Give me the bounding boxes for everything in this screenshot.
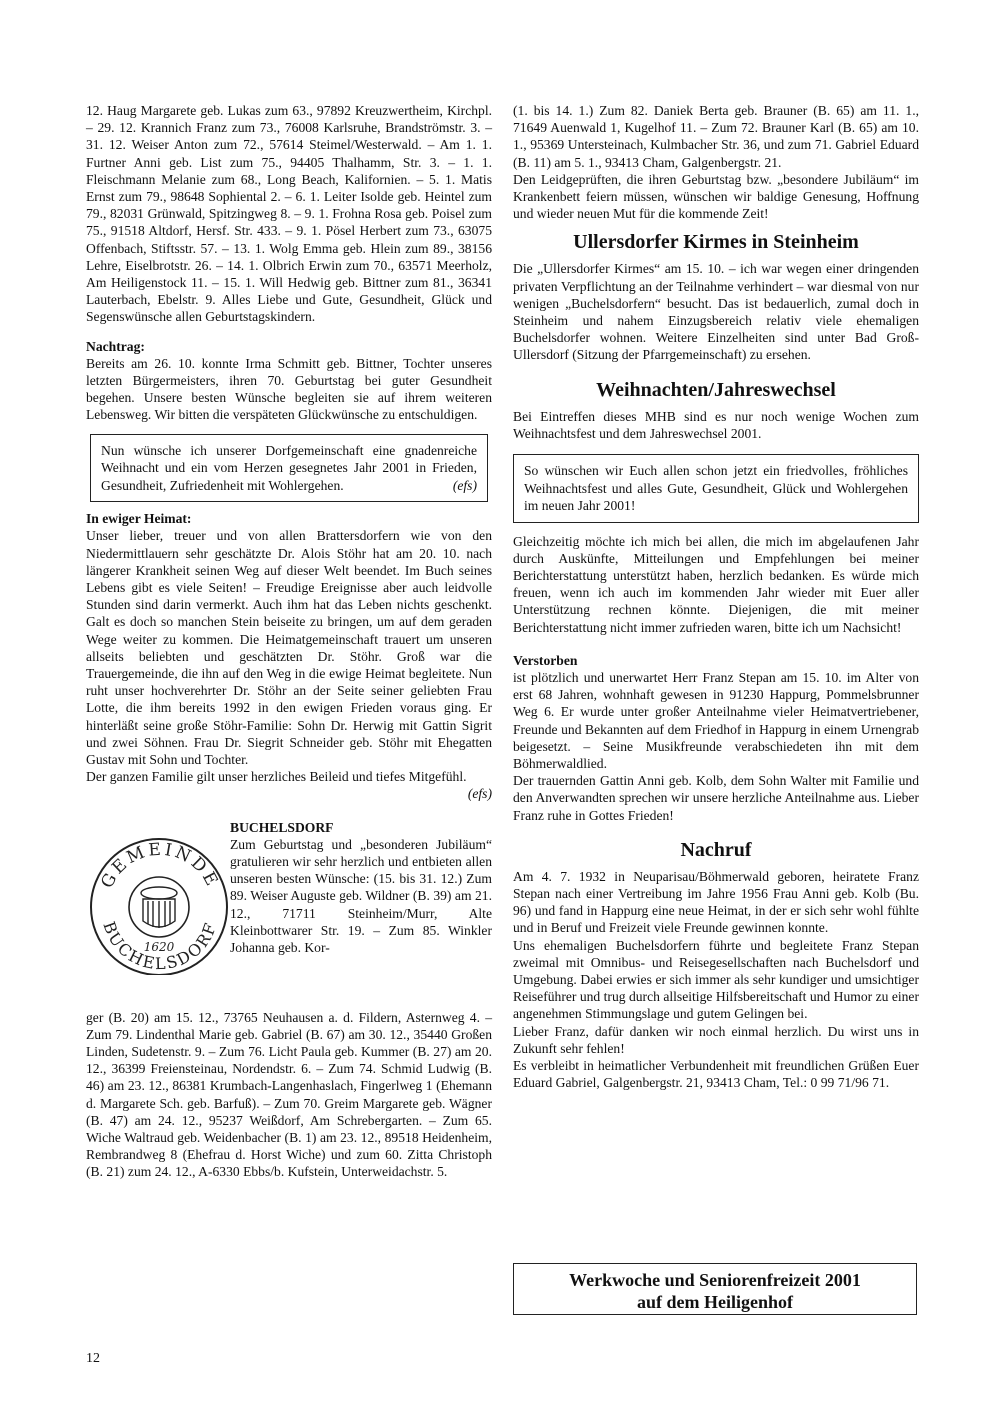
heimat-signature: (efs) [467, 786, 492, 802]
nachruf-text: Am 4. 7. 1932 in Neuparisau/Böhmerwald geboren, heiratete Franz Stepan nach einer Vertreibung im Jahre 1956 Frau Anni geb. Kolb (Bu. 96) und fand in Happurg eine neue Heimat, in der er sich sehr wohl fühlte und in Beruf und Freizeit viele Freunde gewinnen konnte. [513, 868, 919, 936]
werkwoche-box [513, 1263, 917, 1315]
verstorben-heading: Verstorben [513, 652, 578, 668]
kirmes-heading: Ullersdorfer Kirmes in Steinheim [573, 231, 859, 254]
page-number: 12 [86, 1351, 100, 1366]
christmas-wish-signature: (efs) [452, 477, 477, 493]
heimat-closing: Der ganzen Familie gilt unser herzliches Beileid und tiefes Mitgefühl. [86, 769, 467, 785]
verstorben-text: ist plötzlich und unerwartet Herr Franz Stepan am 15. 10. im Alter von erst 68 Jahren, wohnhaft gewesen in 91230 Happurg, Pommelsbrunner Weg 6. Er wurde unter großer Anteilnahme vieler Heimatvertriebener, Freunde und Bekannten auf dem Friedhof in Happurg in einem Urnengrab beigesetzt. – Seine Musikfreunde verabschiedeten ihn mit dem Böhmerwaldlied. [513, 669, 919, 771]
werkwoche-line-1: Werkwoche und Seniorenfreizeit 2001 [569, 1270, 861, 1290]
verstorben-text-2: Der trauernden Gattin Anni geb. Kolb, dem Sohn Walter mit Familie und den Anverwandten sprechen wir unsere herzliche Anteilnahme aus. Lieber Franz ruhe in Gottes Frieden! [513, 773, 919, 823]
nachruf-heading: Nachruf [680, 838, 752, 861]
heimat-text: Unser lieber, treuer und von allen Brattersdorfern wie von den Niedermittlauern sehr geschätzte Dr. Alois Stöhr hat am 20. 10. nach längerer Krankheit seinen Weg auf dieser Welt beendet. Im Buch seines Lebens gibt es viele Seiten! – Freudige Ereignisse aber auch leidvolle Stunden sind darin vermerkt. Auch ihm hat das Leben nichts geschenkt. Galt es doch so manchen Stein beiseite zu bringen, um auf dem geraden Wege weiter zu kommen. Die Heimatgemeinschaft trauert um unseren allseits beliebten und geschätzten Dr. Stöhr. Groß war die Trauergemeinde, die ihn auf den Weg in die ewige Heimat begleitete. Nun ruht unser hochverehrter Dr. Stöhr an der Seite seiner geliebten Frau Lotte, die ihm bereits 1992 in den ewigen Frieden voraus ging. Er hinterläßt seine große Stöhr-Familie: Sohn Dr. Herwig mit Gattin Sigrit und zwei Söhnen. Frau Dr. Siegrit Schneider geb. Stöhr mit Ehegatten Gustav mit Sohn und Tochter. [86, 528, 492, 767]
buchelsdorf-text-continued: ger (B. 20) am 15. 12., 73765 Neuhausen a. d. Fildern, Asternweg 4. – Zum 79. Lindenthal Marie geb. Gabriel (B. 67) am 30. 12., 35440 Großen Linden, Sudetenstr. 9. – Zum 76. Licht Paula geb. Kummer (B. 27) am 20. 12., 36399 Freiensteinau, Nordendstr. 6. – Zum 74. Schmid Ludwig (B. 46) am 23. 12., 86381 Krumbach-Langenhaslach, Fingerlweg 1 (Ehemann d. Margarete Sch. geb. Barfuß). – Zum 70. Greim Margarete geb. Wägner (B. 47) am 24. 12., 95237 Weißdorf, Am Schrebergarten. – Zum 65. Wiche Waltraud geb. Weidenbacher (B. 1) am 23. 12., 89518 Heidenheim, Rembrandweg 8 (Ehefrau d. Horst Wiche) und zum 60. Zitta Christoph (B. 21) zum 24. 12., A-6330 Ebbs/b. Kufstein, Unterweidachstr. 5. [86, 1009, 492, 1180]
buchelsdorf-title: BUCHELSDORF [230, 819, 334, 835]
kirmes-text: Die „Ullersdorfer Kirmes“ am 15. 10. – ich war wegen einer dringenden privaten Verpflichtung an der Teilnahme verhindert – war diesmal von nur wenigen „Buchelsdorfern“ besucht. Das ist bedauerlich, zumal doch in Steinheim und nahem Einzugsbereich relativ viele ehemaligen Buchelsdorfer wohnen. Weitere Einzelheiten sind unter Bad Groß-Ullersdorf (Sitzung der Pfarrgemeinschaft) zu ersehen. [513, 261, 919, 363]
weihnachten-heading: Weihnachten/Jahreswechsel [596, 378, 836, 401]
buchelsdorf-section [86, 819, 492, 1009]
right-birthday-list: (1. bis 14. 1.) Zum 82. Daniek Berta geb. Brauner (B. 65) am 11. 1., 71649 Auenwald 1, Kugelhof 11. – Zum 72. Brauner Karl (B. 65) am 10. 1., 95369 Untersteinach, Kulmbacher Str. 36, und zum 71. Gabriel Eduard (B. 11) am 5. 1., 93413 Cham, Galgenbergstr. 21. [513, 103, 919, 170]
seal-year: 1620 [143, 939, 175, 954]
buchelsdorf-text: Zum Geburtstag und „besonderen Jubiläum“ gratulieren wir sehr herzlich und entbieten allen unseren besten Wünsche: (15. bis 31. 12.) Zum 89. Weiser Auguste geb. Wildner (B. 39) am 21. 12., 71711 Steinheim/Murr, Alte Kleinbottwarer Str. 19. – Zum 85. Winkler Johanna geb. Kor- [230, 836, 492, 956]
leidgepruefte-text: Den Leidgeprüften, die ihren Geburtstag bzw. „besondere Jubiläum“ im Krankenbett feiern müssen, wünschen wir baldige Genesung, Hoffnung und wieder neuen Mut für die kommende Zeit! [513, 171, 919, 222]
weihnachten-box [513, 454, 919, 523]
birthday-list: 12. Haug Margarete geb. Lukas zum 63., 97892 Kreuzwertheim, Kirchpl. – 29. 12. Krannich Franz zum 73., 76008 Karlsruhe, Brandströmstr. 3. – 31. 12. Weiser Anton zum 72., 57614 Steimel/Westerwald. – Am 1. 1. Furtner Anni geb. List zum 75., 94405 Thalhamm, Str. 3. – 1. 1. Fleischmann Melanie zum 68., Long Beach, Kalifornien. – 5. 1. Matis Ernst zum 79., 98648 Sophiental 2. – 6. 1. Leiter Isolde geb. Heintel zum 79., 82031 Grünwald, Spitzingweg 8. – 9. 1. Frohna Rosa geb. Poisel zum 75., 91518 Altdorf, Hersf. Str. 433. – 9. 1. Pösel Herbert zum 73., 63075 Offenbach, Stiftsstr. 57. – 13. 1. Wolg Emma geb. Hlein zum 89., 38156 Lehre, Eiselbrotstr. 26. – 14. 1. Olbrich Erwin zum 70., 63571 Meerholz, Am Heiligenstock 11. – 15. 1. Will Hedwig geb. Bittner zum 81., 36341 Lauterbach, Ebelstr. 9. Alles Liebe und Gute, Gesundheit, Glück und Segenswünsche allen Geburtstagskindern. [86, 103, 492, 325]
nachruf-text-3: Lieber Franz, dafür danken wir noch einmal herzlich. Du wirst uns in Zukunft sehr fehlen! [513, 1023, 919, 1056]
thanks-text: Gleichzeitig möchte ich mich bei allen, die mich im abgelaufenen Jahr durch Auskünfte, Mitteilungen und Empfehlungen bei meiner Berichterstattung unterstützt haben, herzlich bedanken. Es würde mich freuen, wenn ich auch im kommenden Jahr wieder mit Euer aller Unterstützung rechnen könnte. Diejenigen, die mit meiner Berichterstattung nicht immer zufrieden waren, bitte ich um Nachsicht! [513, 533, 919, 635]
nachtrag-heading: Nachtrag: [86, 338, 145, 354]
left-column [86, 102, 492, 1181]
christmas-wish-box [90, 434, 488, 503]
christmas-wish-text: Nun wünsche ich unserer Dorfgemeinschaft eine gnadenreiche Weihnacht und ein vom Herzen gesegnetes Jahr 2001 in Frieden, Gesundheit, Zufriedenheit mit Wohlergehen. [101, 442, 477, 493]
weihnachten-box-text: So wünschen wir Euch allen schon jetzt ein friedvolles, fröhliches Weihnachtsfest und alles Gute, Gesundheit, Glück und Wohlergehen im neuen Jahr 2001! [524, 463, 908, 514]
nachruf-text-2: Uns ehemaligen Buchelsdorfern führte und begleitete Franz Stepan zweimal mit Omnibus- und Reisegesellschaften nach Buchelsdorf und Umgebung. Dabei erwies er sich immer als sehr kundiger und umsichtiger Reiseführer und trug durch allseitige Hilfsbereitschaft und Humor zu einer angenehmen Stimmungslage und gutem Gelingen bei. [513, 937, 919, 1022]
seal-text-bottom: BUCHELSDORF [99, 918, 221, 973]
svg-text:GEMEINDE [97, 839, 222, 891]
nachtrag-text: Bereits am 26. 10. konnte Irma Schmitt geb. Bittner, Tochter unseres letzten Bürgermeisters, ihren 70. Geburtstag bei guter Gesundheit begehen. Unsere besten Wünsche begleiten sie auf ihrem weiteren Lebensweg. Wir bitten die verspäteten Glückwünsche zu entschuldigen. [86, 355, 492, 423]
werkwoche-line-2: auf dem Heiligenhof [637, 1292, 793, 1312]
weihnachten-text: Bei Eintreffen dieses MHB sind es nur noch wenige Wochen zum Weihnachtsfest und dem Jahreswechsel 2001. [513, 408, 919, 441]
heimat-heading: In ewiger Heimat: [86, 511, 192, 527]
right-column [513, 102, 919, 1091]
buchelsdorf-seal-icon [86, 829, 232, 975]
seal-text-top: GEMEINDE [97, 839, 223, 892]
nachruf-text-4: Es verbleibt in heimatlicher Verbundenheit mit freundlichen Grüßen Euer Eduard Gabriel, Galgenbergstr. 21, 93413 Cham, Tel.: 0 99 71/96 71. [513, 1058, 919, 1091]
